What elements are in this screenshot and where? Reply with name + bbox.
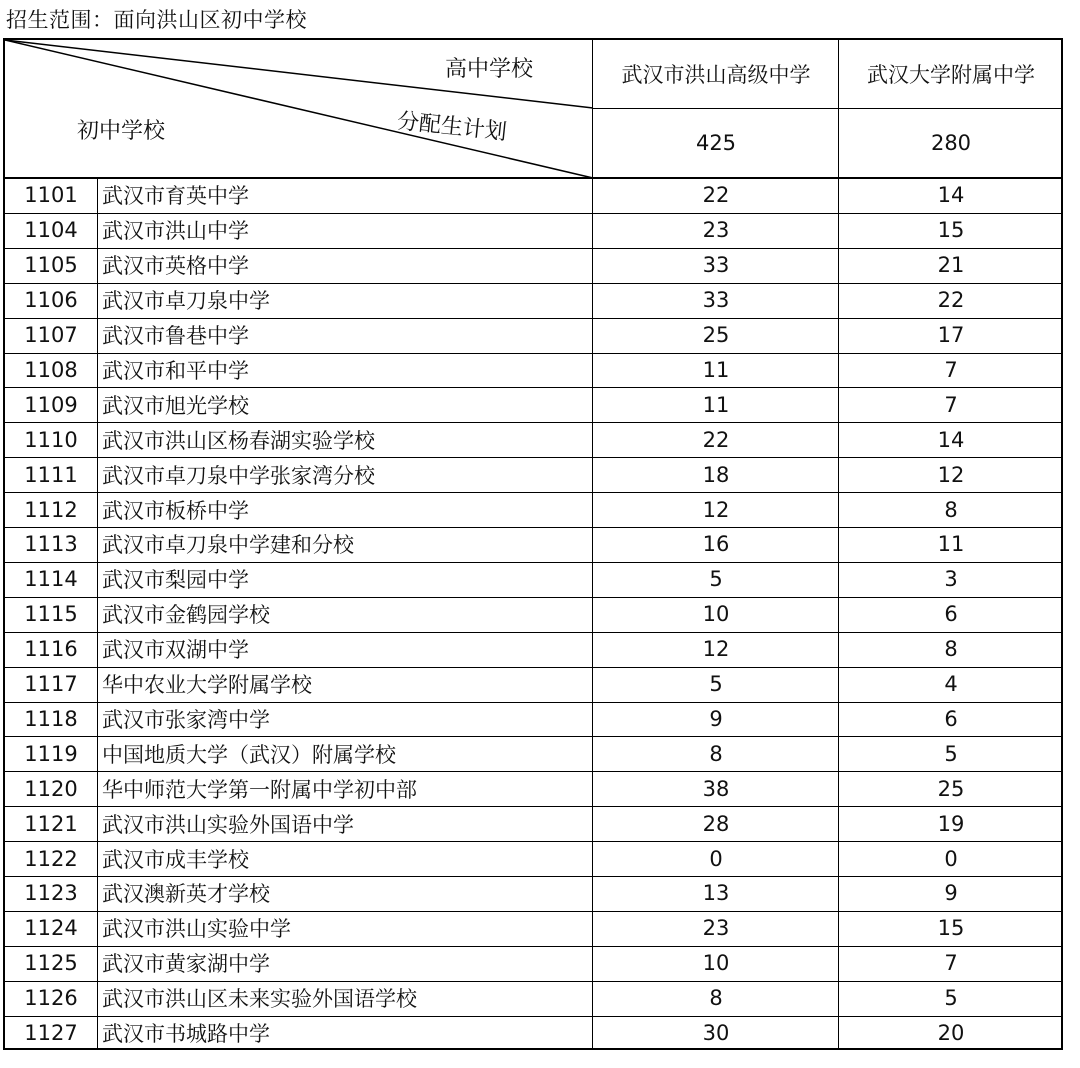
school-code: 1120 [24,776,78,801]
quota-hongshan-high: 11 [702,392,730,417]
quota-whu-affiliated: 8 [944,637,958,662]
grid-line [5,876,1063,877]
grid-line [5,911,1063,912]
quota-whu-affiliated: 21 [937,253,965,278]
quota-hongshan-high: 5 [709,672,723,697]
school-code: 1114 [24,567,78,592]
school-name: 武汉市旭光学校 [102,393,249,418]
school-name: 武汉市洪山区杨春湖实验学校 [102,428,375,453]
school-name: 武汉市洪山区未来实验外国语学校 [102,987,417,1012]
school-code: 1105 [24,253,78,278]
quota-hongshan-high: 18 [702,462,730,487]
school-code: 1110 [24,427,78,452]
quota-hongshan-high: 16 [702,532,730,557]
grid-line [5,422,1063,423]
school-code: 1111 [24,462,78,487]
quota-hongshan-high: 13 [702,881,730,906]
quota-whu-affiliated: 8 [944,497,958,522]
quota-whu-affiliated: 14 [937,427,965,452]
quota-hongshan-high: 22 [702,183,730,208]
grid-line [5,318,1063,319]
school-name: 武汉市卓刀泉中学建和分校 [102,533,354,558]
grid-line [5,841,1063,842]
quota-whu-affiliated: 25 [937,776,965,801]
quota-hongshan-high: 38 [702,776,730,801]
quota-hongshan-high: 12 [702,637,730,662]
quota-whu-affiliated: 6 [944,602,958,627]
school-name: 中国地质大学（武汉）附属学校 [102,742,396,767]
quota-whu-affiliated: 14 [937,183,965,208]
header-middle-school-label: 初中学校 [77,119,166,144]
school-name: 武汉市张家湾中学 [102,707,270,732]
school-name: 武汉市和平中学 [102,358,249,383]
grid-line [593,108,1063,109]
quota-whu-affiliated: 20 [937,1021,965,1046]
header-high-school-label: 高中学校 [445,57,534,82]
quota-hongshan-high: 5 [709,567,723,592]
school-code: 1115 [24,602,78,627]
grid-line [5,492,1063,493]
quota-whu-affiliated: 7 [944,951,958,976]
school-name: 武汉市书城路中学 [102,1022,270,1047]
grid-line [5,562,1063,563]
quota-hongshan-high: 10 [702,951,730,976]
quota-hongshan-high: 22 [702,427,730,452]
school-code: 1107 [24,323,78,348]
enrollment-scope-label: 招生范围：面向洪山区初中学校 [6,8,307,32]
quota-whu-affiliated: 4 [944,672,958,697]
grid-line [5,213,1063,214]
header-plan-label: 分配生计划 [395,108,508,146]
grid-line [5,597,1063,598]
grid-line [5,736,1063,737]
quota-hongshan-high: 28 [702,811,730,836]
quota-hongshan-high: 10 [702,602,730,627]
school-name: 武汉市板桥中学 [102,498,249,523]
school-code: 1108 [24,357,78,382]
school-code: 1126 [24,986,78,1011]
grid-line [5,771,1063,772]
school-code: 1119 [24,741,78,766]
school-code: 1123 [24,881,78,906]
school-name: 华中师范大学第一附属中学初中部 [102,777,417,802]
school-name: 武汉市卓刀泉中学张家湾分校 [102,463,375,488]
grid-line [5,806,1063,807]
quota-whu-affiliated: 11 [937,532,965,557]
grid-line [5,702,1063,703]
school-code: 1112 [24,497,78,522]
grid-line [5,667,1063,668]
quota-hongshan-high: 25 [702,323,730,348]
school-code: 1122 [24,846,78,871]
quota-hongshan-high: 33 [702,288,730,313]
school-code: 1125 [24,951,78,976]
school-code: 1113 [24,532,78,557]
quota-whu-affiliated: 6 [944,706,958,731]
quota-whu-affiliated: 15 [937,916,965,941]
school-name: 武汉市成丰学校 [102,847,249,872]
school-name: 武汉市洪山中学 [102,219,249,244]
school-name: 武汉市双湖中学 [102,638,249,663]
quota-hongshan-high: 23 [702,916,730,941]
school-code: 1124 [24,916,78,941]
quota-hongshan-high: 9 [709,706,723,731]
school-code: 1121 [24,811,78,836]
quota-whu-affiliated: 7 [944,357,958,382]
quota-whu-affiliated: 17 [937,323,965,348]
column-header-hongshan-high: 武汉市洪山高级中学 [621,63,811,87]
quota-whu-affiliated: 7 [944,392,958,417]
quota-whu-affiliated: 5 [944,986,958,1011]
school-name: 武汉市育英中学 [102,184,249,209]
total-whu-affiliated: 280 [930,131,972,155]
school-name: 武汉市金鹤园学校 [102,603,270,628]
school-name: 武汉市洪山实验外国语中学 [102,812,354,837]
school-name: 武汉市卓刀泉中学 [102,289,270,314]
grid-line [5,527,1063,528]
school-name: 武汉市鲁巷中学 [102,324,249,349]
school-name: 武汉市英格中学 [102,254,249,279]
grid-line [5,1016,1063,1017]
grid-line [5,632,1063,633]
quota-hongshan-high: 12 [702,497,730,522]
grid-line [5,283,1063,284]
quota-hongshan-high: 8 [709,986,723,1011]
grid-line [5,248,1063,249]
grid-line [5,387,1063,388]
quota-whu-affiliated: 9 [944,881,958,906]
school-code: 1116 [24,637,78,662]
school-code: 1127 [24,1021,78,1046]
school-code: 1109 [24,392,78,417]
school-code: 1104 [24,218,78,243]
quota-whu-affiliated: 22 [937,288,965,313]
school-name: 武汉澳新英才学校 [102,882,270,907]
quota-hongshan-high: 8 [709,741,723,766]
school-code: 1106 [24,288,78,313]
grid-line [5,981,1063,982]
quota-hongshan-high: 11 [702,357,730,382]
column-header-whu-affiliated: 武汉大学附属中学 [867,63,1035,87]
school-name: 武汉市洪山实验中学 [102,917,291,942]
grid-line [5,457,1063,458]
quota-whu-affiliated: 15 [937,218,965,243]
allocation-table [3,38,1063,1050]
quota-hongshan-high: 23 [702,218,730,243]
quota-hongshan-high: 30 [702,1021,730,1046]
quota-whu-affiliated: 3 [944,567,958,592]
quota-whu-affiliated: 19 [937,811,965,836]
total-hongshan-high: 425 [695,131,737,155]
school-code: 1117 [24,672,78,697]
school-name: 武汉市梨园中学 [102,568,249,593]
school-name: 武汉市黄家湖中学 [102,952,270,977]
quota-hongshan-high: 0 [709,846,723,871]
grid-line [5,946,1063,947]
quota-whu-affiliated: 12 [937,462,965,487]
school-code: 1118 [24,706,78,731]
quota-hongshan-high: 33 [702,253,730,278]
school-name: 华中农业大学附属学校 [102,673,312,698]
quota-whu-affiliated: 0 [944,846,958,871]
grid-line [5,353,1063,354]
school-code: 1101 [24,183,78,208]
quota-whu-affiliated: 5 [944,741,958,766]
